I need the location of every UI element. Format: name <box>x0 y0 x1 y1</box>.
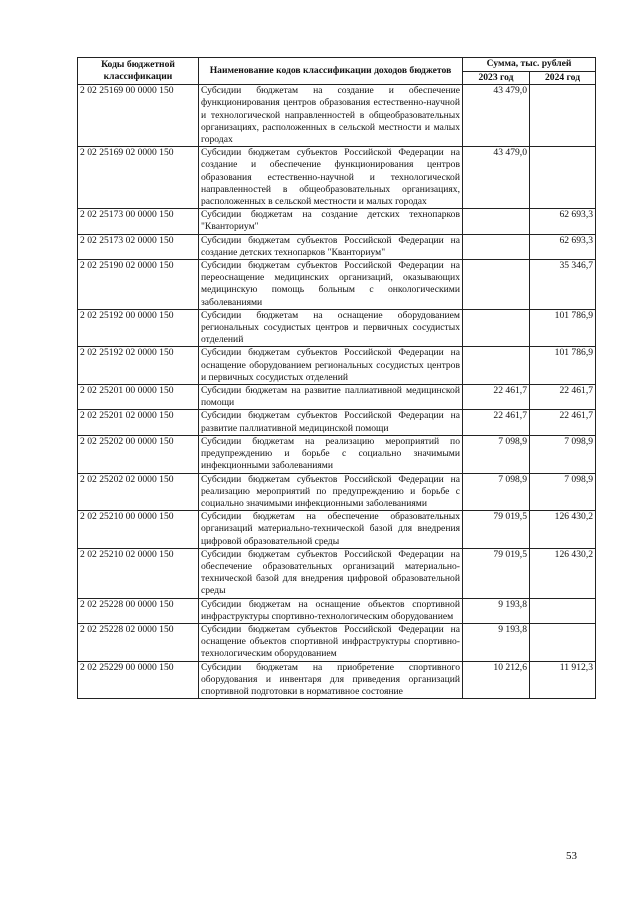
code-cell: 2 02 25202 02 0000 150 <box>78 473 199 511</box>
amount-2023-cell: 9 193,8 <box>463 623 530 661</box>
name-cell: Субсидии бюджетам на реализацию мероприятий по предупреждению и борьбе с социально значимыми инфекционными заболеваниями <box>199 435 463 473</box>
code-cell: 2 02 25192 02 0000 150 <box>78 347 199 385</box>
amount-2024-cell: 101 786,9 <box>530 309 596 347</box>
amount-2023-cell: 43 479,0 <box>463 85 530 147</box>
table-row <box>78 347 596 385</box>
table-row <box>78 473 596 511</box>
amount-2024-cell <box>530 85 596 147</box>
amount-2023-cell: 79 019,5 <box>463 511 530 549</box>
amount-2023-cell: 22 461,7 <box>463 410 530 435</box>
amount-2023-cell: 22 461,7 <box>463 385 530 410</box>
amount-2024-cell <box>530 147 596 209</box>
code-cell: 2 02 25229 00 0000 150 <box>78 661 199 699</box>
amount-2023-cell <box>463 234 530 259</box>
amount-2024-cell <box>530 598 596 623</box>
budget-table <box>77 57 596 699</box>
table-row <box>78 511 596 549</box>
year-2024-header: 2024 год <box>530 72 596 85</box>
code-cell: 2 02 25173 00 0000 150 <box>78 209 199 234</box>
amount-2023-cell: 7 098,9 <box>463 473 530 511</box>
table-row <box>78 598 596 623</box>
code-cell: 2 02 25169 00 0000 150 <box>78 85 199 147</box>
amount-2024-cell: 22 461,7 <box>530 410 596 435</box>
table-header <box>78 58 596 85</box>
amount-2023-cell <box>463 347 530 385</box>
code-cell: 2 02 25169 02 0000 150 <box>78 147 199 209</box>
name-cell: Субсидии бюджетам субъектов Российской Федерации на реализацию мероприятий по предупреждению и борьбе с социально значимыми инфекционными заболеваниями <box>199 473 463 511</box>
name-cell: Субсидии бюджетам на оснащение оборудованием региональных сосудистых центров и первичных сосудистых отделений <box>199 309 463 347</box>
code-cell: 2 02 25201 02 0000 150 <box>78 410 199 435</box>
code-cell: 2 02 25228 00 0000 150 <box>78 598 199 623</box>
name-cell: Субсидии бюджетам на создание и обеспечение функционирования центров образования естественно-научной и технологической направленностей в общеобразовательных организациях, расположенных в сельской местности и малых городах <box>199 85 463 147</box>
code-cell: 2 02 25173 02 0000 150 <box>78 234 199 259</box>
code-cell: 2 02 25192 00 0000 150 <box>78 309 199 347</box>
table-row <box>78 260 596 310</box>
amount-2023-cell: 10 212,6 <box>463 661 530 699</box>
amount-2024-cell: 126 430,2 <box>530 511 596 549</box>
amount-2023-cell <box>463 260 530 310</box>
table-row <box>78 435 596 473</box>
amount-2024-cell: 7 098,9 <box>530 435 596 473</box>
name-cell: Субсидии бюджетам субъектов Российской Федерации на создание детских технопарков "Кванториум" <box>199 234 463 259</box>
code-cell: 2 02 25201 00 0000 150 <box>78 385 199 410</box>
year-2023-header: 2023 год <box>463 72 530 85</box>
code-cell: 2 02 25210 00 0000 150 <box>78 511 199 549</box>
amount-2023-cell: 7 098,9 <box>463 435 530 473</box>
table-body <box>78 85 596 699</box>
table-row <box>78 385 596 410</box>
table-row <box>78 548 596 598</box>
amount-2024-cell <box>530 623 596 661</box>
code-column-header: Коды бюджетной классификации <box>78 58 199 85</box>
name-cell: Субсидии бюджетам на оснащение объектов спортивной инфраструктуры спортивно-технологическим оборудованием <box>199 598 463 623</box>
code-cell: 2 02 25202 00 0000 150 <box>78 435 199 473</box>
amount-2024-cell: 11 912,3 <box>530 661 596 699</box>
name-cell: Субсидии бюджетам на приобретение спортивного оборудования и инвентаря для приведения организаций спортивной подготовки в нормативное состояние <box>199 661 463 699</box>
name-cell: Субсидии бюджетам на развитие паллиативной медицинской помощи <box>199 385 463 410</box>
amount-2024-cell: 22 461,7 <box>530 385 596 410</box>
code-cell: 2 02 25210 02 0000 150 <box>78 548 199 598</box>
name-cell: Субсидии бюджетам на создание детских технопарков "Кванториум" <box>199 209 463 234</box>
name-cell: Субсидии бюджетам субъектов Российской Федерации на обеспечение образовательных организаций материально-технической базой для внедрения цифровой образовательной среды <box>199 548 463 598</box>
amount-2024-cell: 7 098,9 <box>530 473 596 511</box>
table-row <box>78 623 596 661</box>
amount-2024-cell: 126 430,2 <box>530 548 596 598</box>
amount-2023-cell: 9 193,8 <box>463 598 530 623</box>
table-row <box>78 209 596 234</box>
table-row <box>78 410 596 435</box>
amount-2024-cell: 101 786,9 <box>530 347 596 385</box>
name-cell: Субсидии бюджетам субъектов Российской Федерации на оснащение оборудованием региональных сосудистых центров и первичных сосудистых отделений <box>199 347 463 385</box>
amount-2023-cell: 43 479,0 <box>463 147 530 209</box>
amount-2023-cell <box>463 209 530 234</box>
name-column-header: Наименование кодов классификации доходов бюджетов <box>199 58 463 85</box>
amount-2024-cell: 62 693,3 <box>530 209 596 234</box>
amount-2024-cell: 35 346,7 <box>530 260 596 310</box>
page-number: 53 <box>566 850 577 862</box>
table-row <box>78 661 596 699</box>
sum-column-header: Сумма, тыс. рублей <box>463 58 596 72</box>
name-cell: Субсидии бюджетам субъектов Российской Федерации на переоснащение медицинских организаций, оказывающих медицинскую помощь больным с онкологическими заболеваниями <box>199 260 463 310</box>
name-cell: Субсидии бюджетам субъектов Российской Федерации на оснащение объектов спортивной инфраструктуры спортивно-технологическим оборудованием <box>199 623 463 661</box>
code-cell: 2 02 25228 02 0000 150 <box>78 623 199 661</box>
amount-2024-cell: 62 693,3 <box>530 234 596 259</box>
table-row <box>78 309 596 347</box>
table-row <box>78 234 596 259</box>
table-row <box>78 147 596 209</box>
table-row <box>78 85 596 147</box>
code-cell: 2 02 25190 02 0000 150 <box>78 260 199 310</box>
name-cell: Субсидии бюджетам на обеспечение образовательных организаций материально-технической базой для внедрения цифровой образовательной среды <box>199 511 463 549</box>
amount-2023-cell: 79 019,5 <box>463 548 530 598</box>
name-cell: Субсидии бюджетам субъектов Российской Федерации на развитие паллиативной медицинской помощи <box>199 410 463 435</box>
name-cell: Субсидии бюджетам субъектов Российской Федерации на создание и обеспечение функционирования центров образования естественно-научной и технологической направленностей в общеобразовательных организациях, расположенных в сельской местности и малых городах <box>199 147 463 209</box>
amount-2023-cell <box>463 309 530 347</box>
